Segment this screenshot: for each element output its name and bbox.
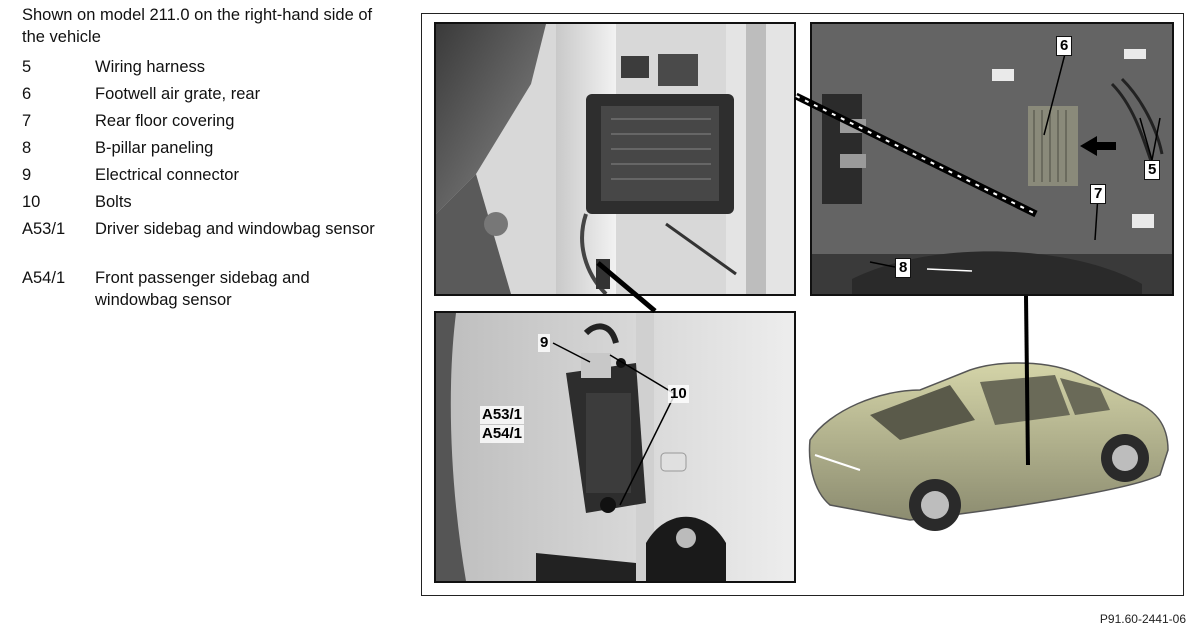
legend bbox=[22, 4, 382, 316]
callout-a53-1: A53/1 bbox=[482, 406, 523, 423]
callout-6: 6 bbox=[1056, 36, 1072, 56]
legend-key: A53/1 bbox=[22, 220, 66, 238]
legend-text: Electrical connector bbox=[95, 166, 239, 184]
sensor-closeup-photo bbox=[436, 313, 794, 581]
legend-item bbox=[22, 191, 382, 218]
legend-item bbox=[22, 218, 382, 267]
callout-9: 9 bbox=[540, 334, 549, 351]
figure-caption: Shown on model 211.0 on the right-hand side of the vehicle bbox=[22, 6, 373, 46]
legend-text: Bolts bbox=[95, 193, 132, 211]
vehicle-illustration bbox=[800, 330, 1174, 580]
callout-5: 5 bbox=[1144, 160, 1160, 180]
legend-text: Footwell air grate, rear bbox=[95, 85, 261, 103]
legend-item bbox=[22, 137, 382, 164]
callout-7: 7 bbox=[1090, 184, 1106, 204]
legend-text: Driver sidebag and windowbag sensor bbox=[95, 220, 375, 238]
callout-a54-1: A54/1 bbox=[482, 425, 523, 442]
legend-item bbox=[22, 110, 382, 137]
legend-key: 7 bbox=[22, 112, 32, 130]
legend-item bbox=[22, 56, 382, 83]
legend-key: 5 bbox=[22, 58, 32, 76]
legend-text: Front passenger sidebag and windowbag sensor bbox=[95, 269, 310, 309]
legend-key: 8 bbox=[22, 139, 32, 157]
legend-item bbox=[22, 164, 382, 191]
legend-key: A54/1 bbox=[22, 269, 66, 287]
legend-item bbox=[22, 83, 382, 110]
callout-10: 10 bbox=[670, 385, 687, 402]
legend-text: Rear floor covering bbox=[95, 112, 235, 130]
legend-key: 10 bbox=[22, 193, 41, 211]
image-reference: P91.60-2441-06 bbox=[1099, 612, 1186, 626]
legend-key: 6 bbox=[22, 85, 32, 103]
photo-rear-floor bbox=[810, 22, 1174, 296]
callout-8: 8 bbox=[895, 258, 911, 278]
legend-item bbox=[22, 267, 382, 316]
legend-text: B-pillar paneling bbox=[95, 139, 214, 157]
car-icon bbox=[800, 330, 1174, 580]
legend-text: Wiring harness bbox=[95, 58, 206, 76]
photo-b-pillar-overview bbox=[434, 22, 796, 296]
rear-floor-photo bbox=[812, 24, 1172, 294]
photo-sensor-closeup bbox=[434, 311, 796, 583]
b-pillar-photo bbox=[436, 24, 794, 294]
legend-key: 9 bbox=[22, 166, 32, 184]
